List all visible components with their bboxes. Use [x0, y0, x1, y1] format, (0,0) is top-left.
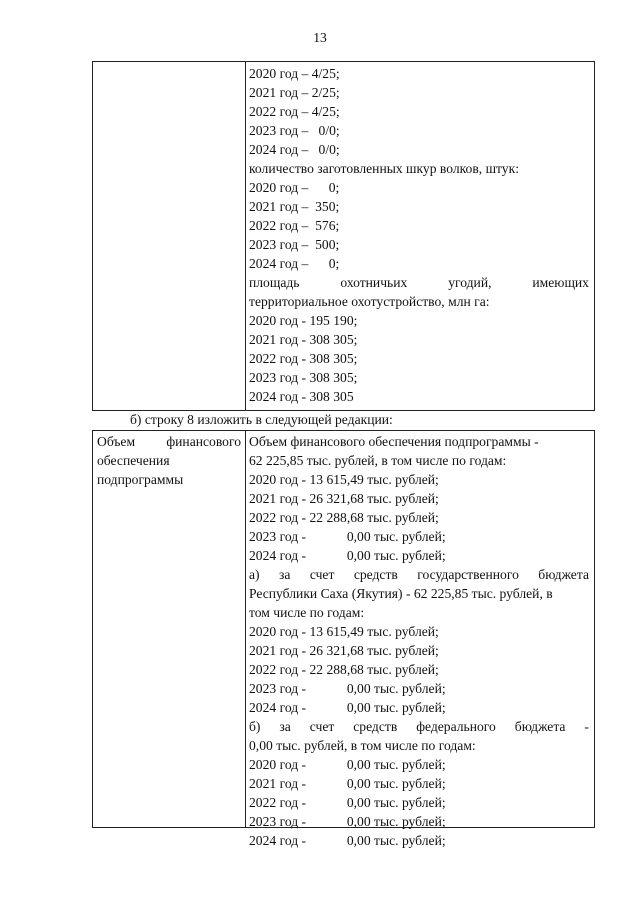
- state-budget-year-line: 2024 год - 0,00 тыс. рублей;: [249, 700, 446, 715]
- funding-heading-line: 62 225,85 тыс. рублей, в том числе по годам:: [249, 453, 507, 468]
- indicator-line: 2021 год – 350;: [249, 199, 340, 214]
- federal-budget-heading-line: [249, 717, 589, 736]
- indicators-value-cell: [249, 64, 589, 406]
- indicator-line: 2020 год – 4/25;: [249, 66, 340, 81]
- word: счет: [309, 719, 335, 734]
- funding-table: [92, 430, 595, 848]
- label-line: подпрограммы: [97, 472, 184, 487]
- word: финансового: [166, 434, 241, 449]
- state-budget-year-line: 2020 год - 13 615,49 тыс. рублей;: [249, 624, 439, 639]
- state-budget-year-line: 2022 год - 22 288,68 тыс. рублей;: [249, 662, 439, 677]
- word: за: [279, 719, 291, 734]
- federal-budget-year-line: 2023 год - 0,00 тыс. рублей;: [249, 814, 446, 829]
- state-budget-year-line: 2023 год - 0,00 тыс. рублей;: [249, 681, 446, 696]
- word: бюджета: [514, 719, 566, 734]
- label-line: [97, 432, 241, 451]
- federal-budget-year-line: 2022 год - 0,00 тыс. рублей;: [249, 795, 446, 810]
- area-heading-line: территориальное охотустройство, млн га:: [249, 294, 490, 309]
- indicator-line: 2024 год – 0/0;: [249, 142, 340, 157]
- word: б): [249, 719, 261, 734]
- word: угодий,: [448, 275, 492, 290]
- word: средств: [353, 567, 398, 582]
- word: государственного: [417, 567, 519, 582]
- area-year-line: 2023 год - 308 305;: [249, 370, 358, 385]
- funding-label-cell: [97, 432, 241, 489]
- indicator-line: 2022 год – 576;: [249, 218, 340, 233]
- word: -: [584, 719, 589, 734]
- word: Объем: [97, 434, 136, 449]
- funding-value-cell: [249, 432, 589, 850]
- federal-budget-year-line: 2020 год - 0,00 тыс. рублей;: [249, 757, 446, 772]
- state-budget-heading-line: том числе по годам:: [249, 605, 365, 620]
- funding-year-line: 2021 год - 26 321,68 тыс. рублей;: [249, 491, 439, 506]
- page-number: 13: [313, 30, 327, 45]
- indicator-line: 2024 год – 0;: [249, 256, 340, 271]
- area-year-line: 2021 год - 308 305;: [249, 332, 358, 347]
- funding-year-line: 2023 год - 0,00 тыс. рублей;: [249, 529, 446, 544]
- federal-budget-year-line: 2024 год - 0,00 тыс. рублей;: [249, 833, 446, 848]
- indicator-line: 2021 год – 2/25;: [249, 85, 340, 100]
- word: имеющих: [532, 275, 589, 290]
- area-heading-line: [249, 273, 589, 292]
- word: счет: [309, 567, 335, 582]
- federal-budget-year-line: 2021 год - 0,00 тыс. рублей;: [249, 776, 446, 791]
- label-line: обеспечения: [97, 453, 170, 468]
- word: площадь: [249, 275, 300, 290]
- word: охотничьих: [340, 275, 408, 290]
- state-budget-heading-line: [249, 565, 589, 584]
- state-budget-heading-line: Республики Саха (Якутия) - 62 225,85 тыс. рублей, в: [249, 586, 553, 601]
- funding-year-line: 2022 год - 22 288,68 тыс. рублей;: [249, 510, 439, 525]
- state-budget-year-line: 2021 год - 26 321,68 тыс. рублей;: [249, 643, 439, 658]
- funding-year-line: 2020 год - 13 615,49 тыс. рублей;: [249, 472, 439, 487]
- area-year-line: 2024 год - 308 305: [249, 389, 354, 404]
- funding-heading-line: Объем финансового обеспечения подпрограммы -: [249, 434, 539, 449]
- column-divider: [245, 431, 246, 827]
- word: за: [278, 567, 291, 582]
- word: бюджета: [538, 567, 589, 582]
- amendment-intro-text: б) строку 8 изложить в следующей редакции:: [130, 412, 393, 427]
- indicator-line: 2022 год – 4/25;: [249, 104, 340, 119]
- word: средств: [353, 719, 398, 734]
- area-year-line: 2022 год - 308 305;: [249, 351, 358, 366]
- indicator-line: 2023 год – 0/0;: [249, 123, 340, 138]
- indicator-line: 2020 год – 0;: [249, 180, 340, 195]
- area-year-line: 2020 год - 195 190;: [249, 313, 358, 328]
- word: федерального: [416, 719, 496, 734]
- funding-year-line: 2024 год - 0,00 тыс. рублей;: [249, 548, 446, 563]
- federal-budget-heading-line: 0,00 тыс. рублей, в том числе по годам:: [249, 738, 476, 753]
- indicator-line: количество заготовленных шкур волков, штук:: [249, 161, 519, 176]
- word: а): [249, 567, 260, 582]
- indicator-line: 2023 год – 500;: [249, 237, 340, 252]
- indicators-table: [92, 61, 595, 411]
- column-divider: [245, 62, 246, 410]
